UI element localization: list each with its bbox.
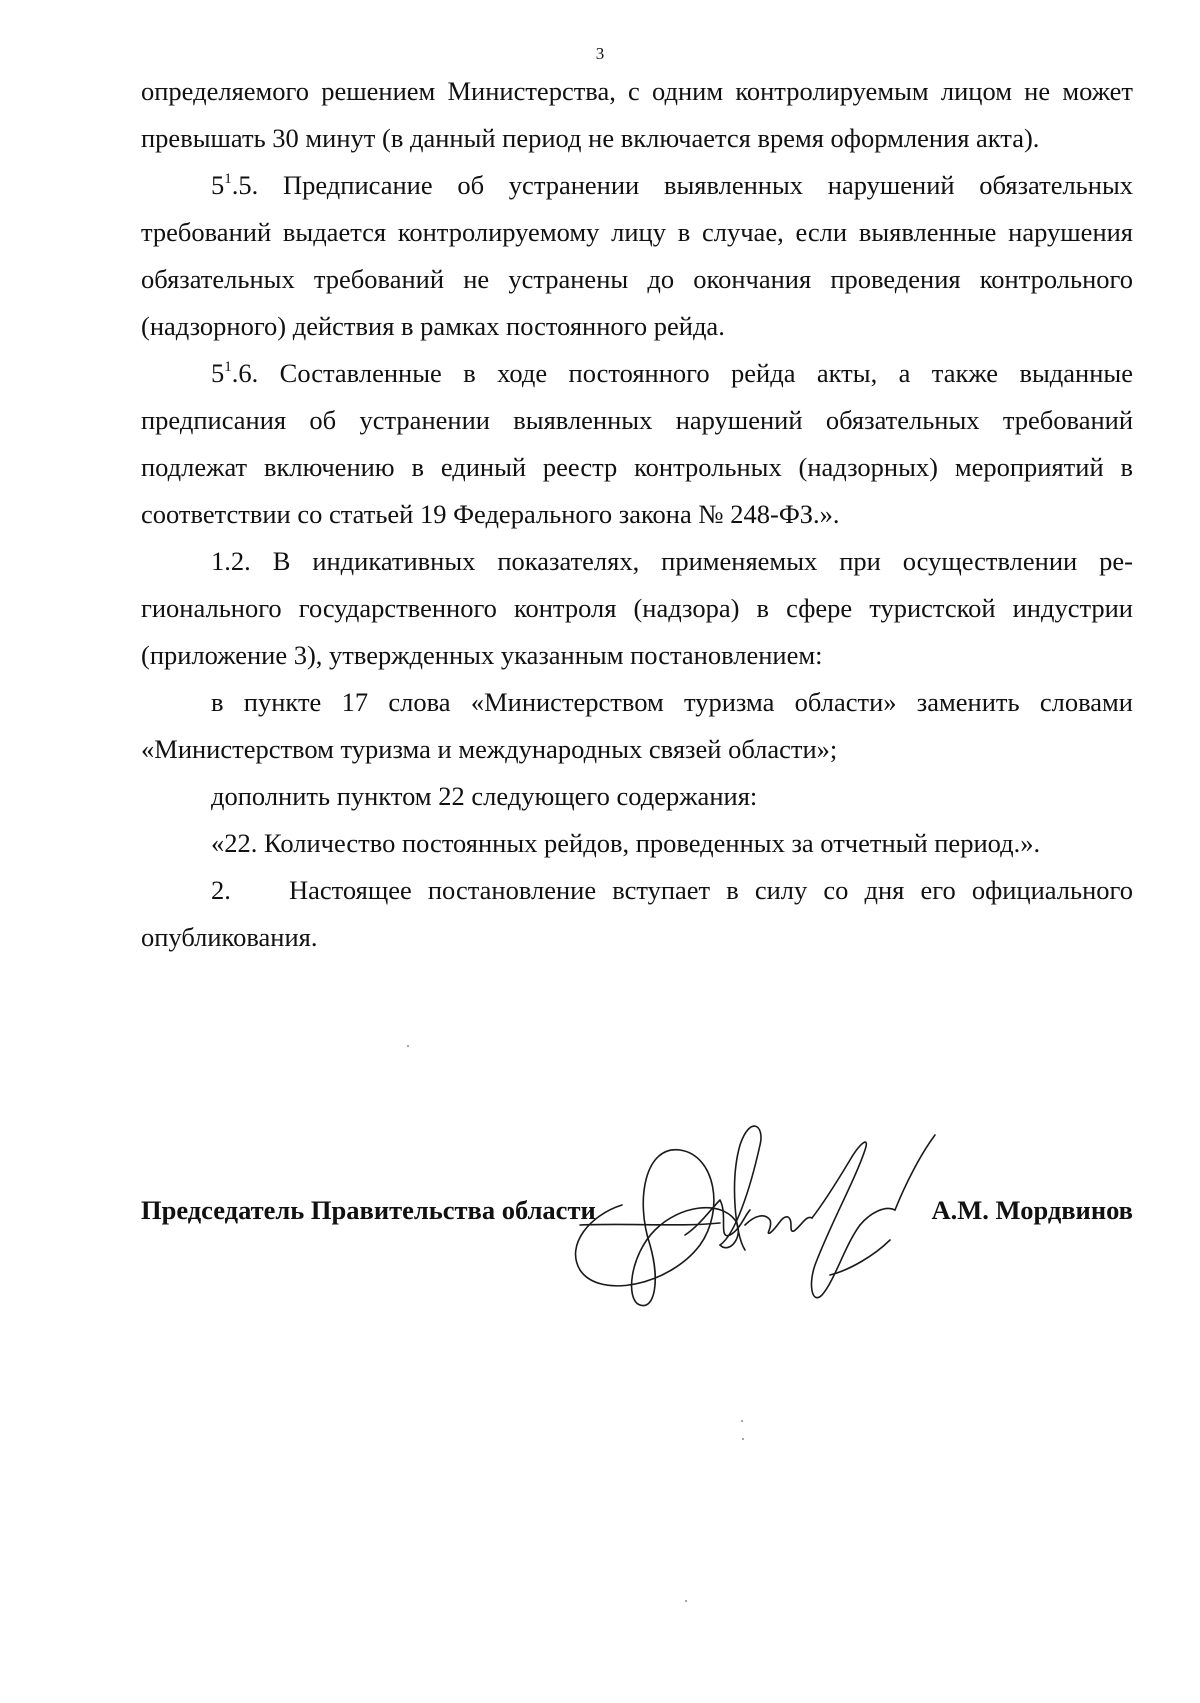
signatory-name: А.М. Мордвинов	[931, 1195, 1133, 1225]
paragraph-2	[141, 867, 1133, 961]
clause-text: .5. Предписание об устранении выявленных нарушений обязательных требований выдается контролируемому лицу в случае, если выявленные нарушения обязательных требований не устранены до окончания проведения контрольного (надзорного) действия в рамках постоянного рейда.	[141, 170, 1133, 341]
paragraph-item-22-text: «22. Количество постоянных рейдов, проведенных за отчетный период.».	[211, 828, 1041, 858]
paragraph-5-1-5	[141, 162, 1133, 350]
paragraph-1-2: 1.2. В индикативных показателях, применяемых при осуществлении регионального государственного контроля (надзора) в сфере туристской индустрии (приложение 3), утвержденных указанным постановлением:	[141, 546, 1133, 670]
clause-number: 2.	[211, 875, 231, 905]
page-number: 3	[595, 44, 605, 63]
clause-number: 5	[211, 170, 225, 200]
scan-speck	[741, 1420, 743, 1422]
clause-text: Настоящее постановление вступает в силу со дня его официального опубликования.	[141, 875, 1133, 952]
scan-speck	[407, 1045, 409, 1047]
clause-number: 5	[211, 358, 225, 388]
clause-superscript: 1	[224, 171, 232, 187]
scan-speck	[685, 1600, 687, 1602]
handwritten-signature	[560, 1105, 960, 1335]
paragraph-item-17: в пункте 17 слова «Министерством туризма области» заменить словами «Министерством туризма и международных связей области»;	[141, 687, 1133, 764]
clause-text: .6. Составленные в ходе постоянного рейда акты, а также выданные предписания об устранении выявленных нарушений обязательных требований подлежат включению в единый реестр контрольных (надзорных) мероприятий в соответствии со статьей 19 Федерального закона № 248-ФЗ.».	[141, 358, 1133, 529]
clause-superscript: 1	[224, 359, 232, 375]
signatory-position: Председатель Правительства области	[141, 1195, 596, 1225]
paragraph-continuation: определяемого решением Министерства, с одним контролируемым лицом не может превышать 30 минут (в данный период не включается время оформления акта).	[141, 76, 1133, 153]
document-body	[141, 68, 1133, 961]
paragraph-add-item-22: дополнить пунктом 22 следующего содержания:	[211, 781, 758, 811]
scan-speck	[742, 1438, 744, 1440]
paragraph-5-1-6	[141, 350, 1133, 538]
